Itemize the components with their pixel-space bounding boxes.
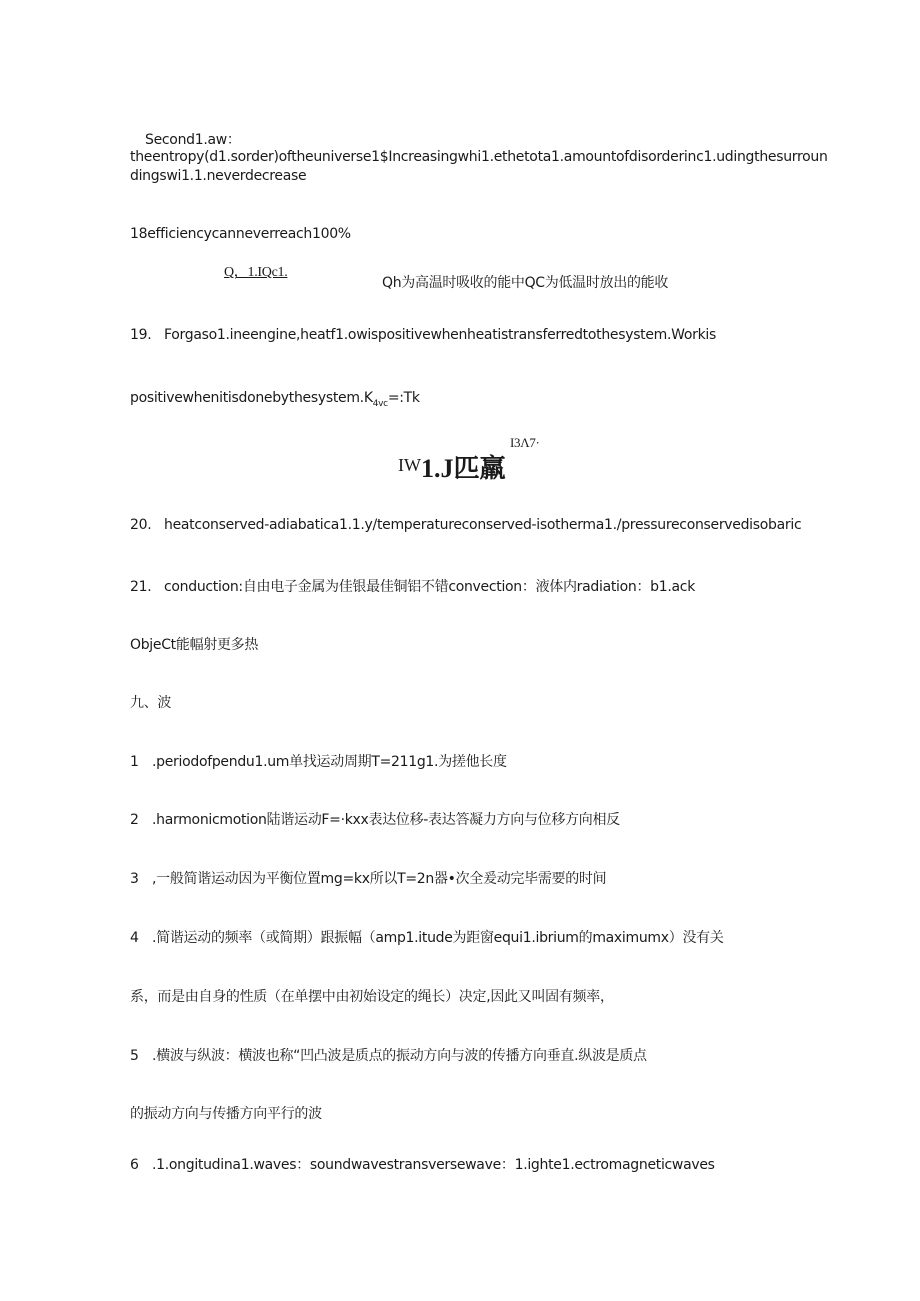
wave-item-4 <box>130 927 724 947</box>
item-19-text: Forgaso1.ineengine,heatf1.owispositivewhenheatistransferredtothesystem.Workis <box>164 327 717 343</box>
item-20 <box>130 517 801 533</box>
wave-item-5 <box>130 1045 647 1065</box>
item-20-text: heatconserved-adiabatica1.1.y/temperatureconserved-isotherma1./pressureconservedisobaric <box>164 517 802 533</box>
item-19 <box>130 327 716 343</box>
garbled-formula-superscript: I3Λ7· <box>510 435 540 450</box>
item-19-line-2 <box>130 390 420 409</box>
wave-item-6-text: .1.ongitudina1.waves：soundwavestransversewave：1.ighte1.ectromagneticwaves <box>152 1157 715 1173</box>
item-19-number: 19. <box>130 327 152 343</box>
wave-item-5-continuation: 的振动方向与传播方向平行的波 <box>130 1106 322 1122</box>
second-law-heading: Second1.aw： <box>145 132 241 148</box>
wave-item-2-text: .harmonicmotion陆谐运动F=·kxx表达位移-表达答凝力方向与位移方向相反 <box>152 812 620 828</box>
item-19-line-2-a: positivewhenitisdonebythesystem.K <box>130 390 373 406</box>
item-19-subscript: 4vc <box>372 398 388 409</box>
wave-item-6-number: 6 <box>130 1157 139 1173</box>
second-law-line-2: dingswi1.1.neverdecrease <box>130 168 307 184</box>
wave-item-2 <box>130 809 620 829</box>
item-20-number: 20. <box>130 517 152 533</box>
second-law-line-1: theentropy(d1.sorder)oftheuniverse1$Increasingwhi1.ethetota1.amountofdisorderinc1.udingthesurroun <box>130 149 828 165</box>
wave-item-6 <box>130 1154 715 1174</box>
item-19-line-2-b: =:Tk <box>387 390 420 406</box>
wave-item-3-number: 3 <box>130 871 139 887</box>
wave-item-3-text: ,一般简谐运动因为平衡位置mg=kx所以T=2n器•次全爰动完毕需要的时间 <box>152 871 607 887</box>
wave-item-1-number: 1 <box>130 754 139 770</box>
wave-item-5-number: 5 <box>130 1048 139 1064</box>
wave-item-2-number: 2 <box>130 812 139 828</box>
wave-item-3 <box>130 868 606 888</box>
wave-item-4-continuation: 系，而是由自身的性质（在单摆中由初始设定的绳长）决定,因此又叫固有频率， <box>130 989 614 1005</box>
section-title: 九、波 <box>130 695 172 711</box>
item-18: 18efficiencycanneverreach100% <box>130 226 351 242</box>
item-21-text: conduction:自由电子金属为佳银最佳铜铝不错convection：液体内radiation：b1.ack <box>164 579 696 595</box>
wave-item-4-number: 4 <box>130 930 139 946</box>
formula-explanation: Qh为高温时吸收的能中QC为低温时放出的能收 <box>382 275 669 291</box>
garbled-formula-a: IW <box>398 455 421 475</box>
garbled-formula <box>398 448 506 485</box>
item-21-line-2: ObjeCt能幅射更多热 <box>130 637 259 653</box>
wave-item-1-text: .periodofpendu1.um单找运动周期T=211g1.为搓他长度 <box>152 754 507 770</box>
wave-item-4-text: .简谐运动的频率（或简期）跟振幅（amp1.itude为距窗equi1.ibrium的maximumx）没有关 <box>152 930 724 946</box>
garbled-formula-b: 1.J匹羸 <box>420 454 506 483</box>
item-21-number: 21. <box>130 579 152 595</box>
item-21 <box>130 576 695 596</box>
wave-item-5-text: .横波与纵波：横波也称“凹凸波是质点的振动方向与波的传播方向垂直.纵波是质点 <box>152 1048 647 1064</box>
efficiency-formula: Q，1.IQc1. <box>224 265 288 280</box>
wave-item-1 <box>130 751 507 771</box>
